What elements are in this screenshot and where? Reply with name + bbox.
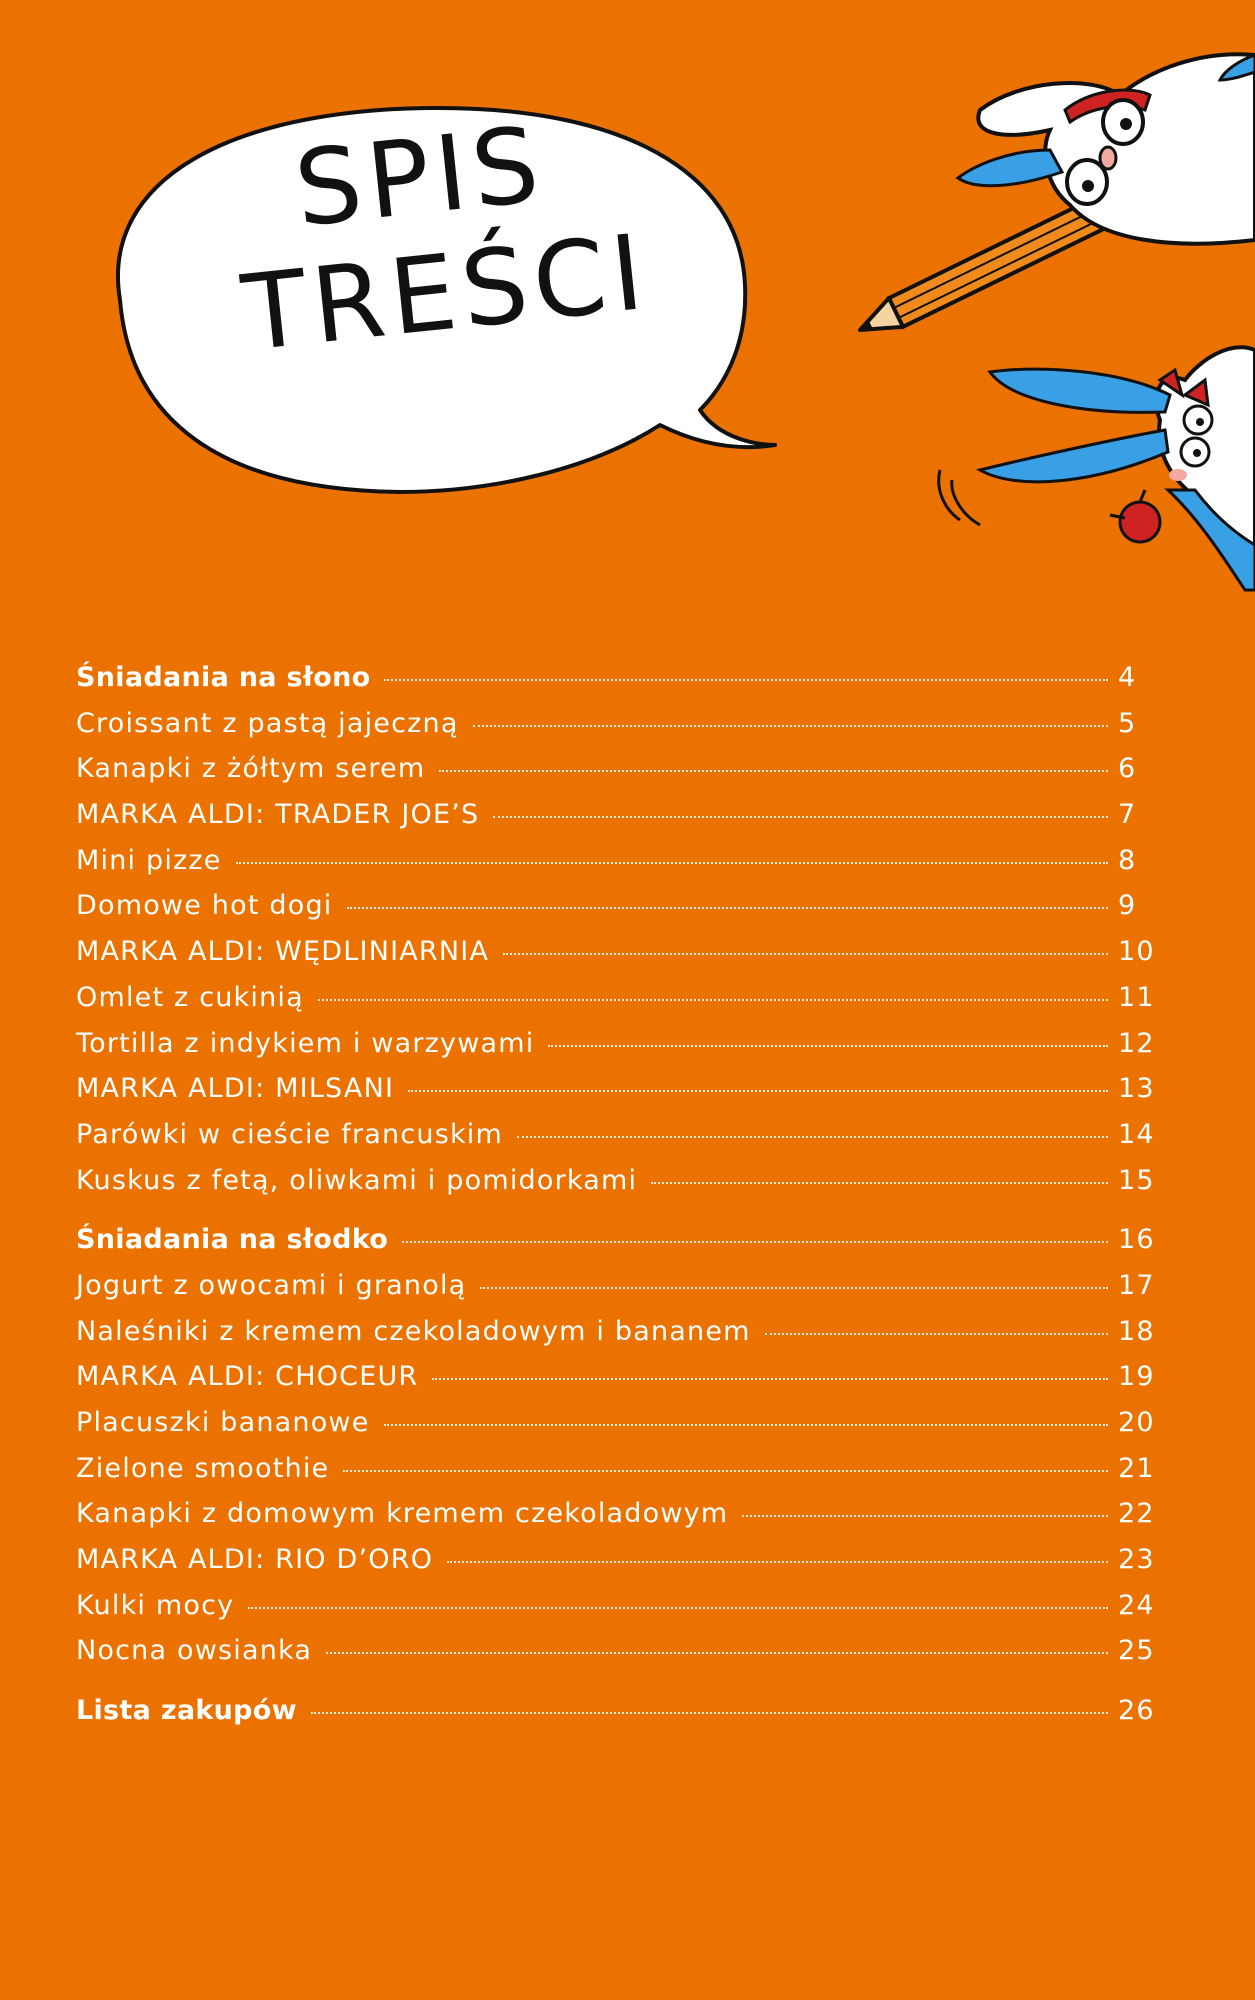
toc-entry-label: Kanapki z domowym kremem czekoladowym bbox=[76, 1498, 729, 1530]
toc-page-number: 16 bbox=[1118, 1224, 1155, 1256]
toc-entry-label: Jogurt z owocami i granolą bbox=[76, 1269, 467, 1301]
header-illustration bbox=[0, 0, 1255, 600]
toc-entry[interactable] bbox=[76, 1073, 1156, 1119]
dot-leader bbox=[408, 1090, 1108, 1092]
toc-entry[interactable] bbox=[76, 1544, 1156, 1590]
toc-page-number: 19 bbox=[1118, 1361, 1155, 1393]
toc-entry-label: MARKA ALDI: RIO D’ORO bbox=[76, 1544, 434, 1576]
toc-entry[interactable] bbox=[76, 708, 1156, 754]
toc-page-number: 9 bbox=[1118, 890, 1137, 922]
toc-page-number: 6 bbox=[1118, 753, 1137, 785]
dot-leader bbox=[439, 770, 1108, 772]
toc-group bbox=[76, 1695, 1156, 1741]
toc-entry-label: Omlet z cukinią bbox=[76, 981, 304, 1013]
toc-entry-label: Kulki mocy bbox=[76, 1589, 235, 1621]
table-of-contents bbox=[76, 662, 1156, 1755]
toc-entry-label: Nocna owsianka bbox=[76, 1635, 313, 1667]
toc-page-number: 13 bbox=[1118, 1073, 1155, 1105]
toc-section-heading[interactable] bbox=[76, 662, 1156, 708]
toc-entry-label: Parówki w cieście francuskim bbox=[76, 1118, 503, 1150]
toc-entry-label: Tortilla z indykiem i warzywami bbox=[76, 1027, 535, 1059]
toc-entry-label: Zielone smoothie bbox=[76, 1452, 330, 1484]
toc-entry[interactable] bbox=[76, 799, 1156, 845]
toc-entry-label: MARKA ALDI: WĘDLINIARNIA bbox=[76, 936, 490, 968]
toc-page-number: 10 bbox=[1118, 936, 1155, 968]
toc-page-number: 22 bbox=[1118, 1498, 1155, 1530]
toc-entry[interactable] bbox=[76, 1635, 1156, 1681]
toc-page-number: 4 bbox=[1118, 662, 1137, 693]
dot-leader bbox=[548, 1045, 1108, 1047]
toc-entry-label: Śniadania na słono bbox=[76, 662, 371, 693]
toc-entry[interactable] bbox=[76, 845, 1156, 891]
toc-entry-label: MARKA ALDI: MILSANI bbox=[76, 1073, 395, 1105]
toc-entry-label: Lista zakupów bbox=[76, 1695, 297, 1727]
dot-leader bbox=[765, 1333, 1108, 1335]
dot-leader bbox=[326, 1652, 1108, 1654]
toc-entry-label: MARKA ALDI: TRADER JOE’S bbox=[76, 799, 480, 831]
toc-entry[interactable] bbox=[76, 1498, 1156, 1544]
toc-group bbox=[76, 662, 1156, 1210]
toc-entry[interactable] bbox=[76, 936, 1156, 982]
toc-entry[interactable] bbox=[76, 1453, 1156, 1499]
dot-leader bbox=[402, 1241, 1108, 1243]
toc-entry[interactable] bbox=[76, 753, 1156, 799]
toc-entry[interactable] bbox=[76, 1590, 1156, 1636]
toc-entry[interactable] bbox=[76, 1270, 1156, 1316]
title-line-2: TREŚCI bbox=[237, 210, 655, 375]
toc-page-number: 14 bbox=[1118, 1118, 1155, 1150]
bunny-bottom-icon bbox=[939, 347, 1255, 590]
bunny-top-icon bbox=[958, 54, 1255, 243]
toc-entry-label: Mini pizze bbox=[76, 844, 222, 876]
toc-page-number: 7 bbox=[1118, 799, 1137, 831]
toc-entry[interactable] bbox=[76, 1119, 1156, 1165]
toc-page-number: 21 bbox=[1118, 1452, 1155, 1484]
toc-page-number: 12 bbox=[1118, 1027, 1155, 1059]
toc-entry-label: Kuskus z fetą, oliwkami i pomidorkami bbox=[76, 1164, 638, 1196]
dot-leader bbox=[432, 1378, 1108, 1380]
toc-page-number: 11 bbox=[1118, 981, 1155, 1013]
toc-entry[interactable] bbox=[76, 1407, 1156, 1453]
toc-section-heading[interactable] bbox=[76, 1695, 1156, 1741]
toc-entry-label: MARKA ALDI: CHOCEUR bbox=[76, 1361, 419, 1393]
dot-leader bbox=[311, 1712, 1108, 1714]
toc-page-number: 25 bbox=[1118, 1635, 1155, 1667]
page-title bbox=[205, 91, 697, 375]
toc-page-number: 15 bbox=[1118, 1164, 1155, 1196]
toc-entry-label: Naleśniki z kremem czekoladowym i bananem bbox=[76, 1315, 751, 1347]
toc-entry-label: Placuszki bananowe bbox=[76, 1407, 370, 1438]
toc-entry[interactable] bbox=[76, 1165, 1156, 1211]
dot-leader bbox=[493, 816, 1108, 818]
dot-leader bbox=[503, 953, 1108, 955]
toc-page-number: 8 bbox=[1118, 844, 1137, 876]
dot-leader bbox=[742, 1515, 1108, 1517]
toc-page-number: 20 bbox=[1118, 1407, 1155, 1438]
toc-entry[interactable] bbox=[76, 1361, 1156, 1407]
dot-leader bbox=[236, 862, 1108, 864]
dot-leader bbox=[343, 1470, 1108, 1472]
dot-leader bbox=[248, 1607, 1108, 1609]
dot-leader bbox=[447, 1561, 1108, 1563]
dot-leader bbox=[480, 1287, 1108, 1289]
toc-entry[interactable] bbox=[76, 1028, 1156, 1074]
dot-leader bbox=[384, 1424, 1108, 1426]
toc-entry-label: Śniadania na słodko bbox=[76, 1224, 389, 1256]
dot-leader bbox=[473, 725, 1108, 727]
title-line-1: SPIS bbox=[289, 103, 551, 251]
toc-entry[interactable] bbox=[76, 1316, 1156, 1362]
toc-page-number: 18 bbox=[1118, 1315, 1155, 1347]
toc-entry-label: Croissant z pastą jajeczną bbox=[76, 707, 459, 739]
toc-page-number: 17 bbox=[1118, 1269, 1155, 1301]
dot-leader bbox=[517, 1136, 1108, 1138]
toc-entry-label: Kanapki z żółtym serem bbox=[76, 753, 426, 785]
toc-entry-label: Domowe hot dogi bbox=[76, 890, 333, 922]
toc-page-number: 23 bbox=[1118, 1544, 1155, 1576]
toc-page-number: 5 bbox=[1118, 707, 1137, 739]
toc-entry[interactable] bbox=[76, 982, 1156, 1028]
dot-leader bbox=[384, 679, 1108, 681]
toc-page-number: 26 bbox=[1118, 1695, 1155, 1727]
toc-group bbox=[76, 1224, 1156, 1681]
dot-leader bbox=[318, 999, 1108, 1001]
toc-entry[interactable] bbox=[76, 890, 1156, 936]
dot-leader bbox=[651, 1182, 1108, 1184]
dot-leader bbox=[347, 907, 1108, 909]
toc-section-heading[interactable] bbox=[76, 1224, 1156, 1270]
toc-page-number: 24 bbox=[1118, 1589, 1155, 1621]
